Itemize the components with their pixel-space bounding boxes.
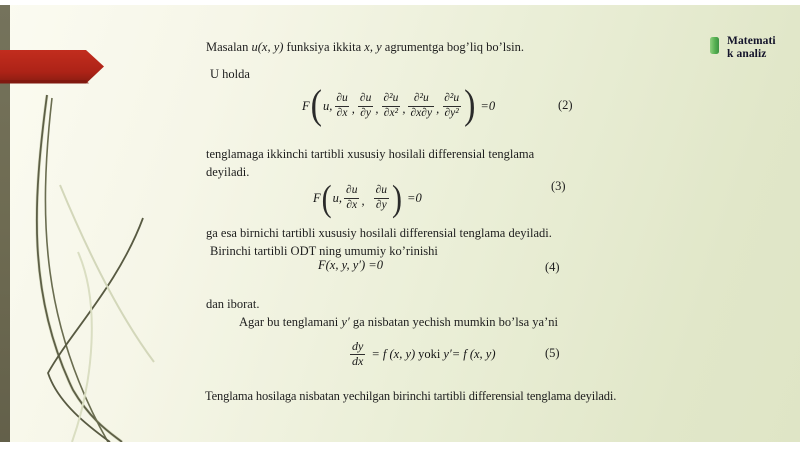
course-logo-text <box>727 35 776 60</box>
paragraph-first-order: ga esa birnichi tartibli xususiy hosilali differensial tenglama deyiladi. <box>206 226 552 240</box>
eq2-rhs: =0 <box>480 98 496 113</box>
agar-math-yprime: y′ <box>341 315 350 329</box>
intro-text-1: Masalan <box>206 40 249 54</box>
equation-5-label: (5) <box>545 346 560 360</box>
left-edge-stripe <box>0 5 10 442</box>
eq2-frac-3: $\frac{\text{∂²u}}{\text{∂x²}}$ <box>383 92 399 119</box>
paragraph-dan-iborat: dan iborat. <box>206 297 260 311</box>
intro-math-uxy: u(x, y) <box>251 40 284 54</box>
eq3-lparen: ( <box>321 177 332 219</box>
grass-decoration <box>0 90 170 442</box>
eq5-yoki: yoki <box>418 346 441 361</box>
agar-text-2: ga nisbatan yechish mumkin bo’lsa ya’ni <box>352 315 558 329</box>
logo-line1: Matemati <box>727 35 776 47</box>
paragraph-agar <box>239 313 679 331</box>
intro-text-2: funksiya ikkita <box>286 40 362 54</box>
course-logo <box>710 35 776 60</box>
paragraph-second-order: tenglamaga ikkinchi tartibli xususiy hosilali differensial tenglama deyiladi. <box>206 147 535 179</box>
paragraph-odt-general: Birinchi tartibli ODT ning umumiy ko’rinishi <box>210 244 438 258</box>
eq5-eq1: = f (x, y) <box>371 346 416 361</box>
eq3-rparen: ) <box>392 177 403 219</box>
paragraph-u-holda: U holda <box>210 67 250 81</box>
green-book-icon <box>710 37 719 54</box>
equation-3-label: (3) <box>551 179 566 193</box>
eq5-eq2: y′= f (x, y) <box>443 346 496 361</box>
agar-text-1: Agar bu tenglamani <box>239 315 339 329</box>
equation-3: F ( u, $\frac{\partial u}{\partial x}$ , $\frac{\partial u}{\partial y}$ ) =0 <box>313 177 422 219</box>
eq2-frac-2: $\frac{\partial u}{\partial y}$ <box>359 92 372 119</box>
red-arrow-decoration <box>0 45 110 90</box>
eq4-body: F(x, y, y′) =0 <box>318 258 383 272</box>
eq2-arg: u, <box>322 98 333 113</box>
eq3-frac-1: $\frac{\partial u}{\partial x}$ <box>346 184 358 211</box>
eq2-frac-1: $\frac{\partial u}{\partial x}$ <box>336 92 348 119</box>
intro-text-3: agrumentga bog’liq bo’lsin. <box>384 40 524 54</box>
logo-line2: k analiz <box>727 47 767 60</box>
eq5-frac: $\frac{dy}{dx}$ <box>352 338 364 368</box>
slide-background <box>0 5 800 442</box>
intro-math-xy: x, y <box>364 40 382 54</box>
equation-2: F ( u, $\frac{\partial u}{\partial x}$ , $\frac{\partial u}{\partial y}$ , $\frac{\text{∂²u}}{\text{∂x²}}$ , $\frac{\text{∂²u}}{\partial x\partial y}$ , $\frac{\text{∂²u}}{\text{∂y²}}$ ) =0 <box>302 82 496 128</box>
equation-5 <box>348 337 496 371</box>
eq2-rparen: ) <box>464 82 476 128</box>
eq2-frac-4: $\frac{\text{∂²u}}{\partial x\partial y}$ <box>410 92 433 119</box>
eq3-rhs: =0 <box>407 190 422 205</box>
equation-4 <box>318 258 383 273</box>
equation-2-label: (2) <box>558 98 573 112</box>
eq2-F: F <box>302 98 310 113</box>
eq3-F: F <box>313 190 321 205</box>
eq3-frac-2: $\frac{\partial u}{\partial y}$ <box>375 184 388 211</box>
equation-4-label: (4) <box>545 260 560 274</box>
paragraph-conclusion: Tenglama hosilaga nisbatan yechilgan birinchi tartibli differensial tenglama deyiladi. <box>205 389 617 403</box>
paragraph-intro <box>206 38 626 56</box>
eq3-arg: u, <box>332 190 343 205</box>
eq2-lparen: ( <box>310 82 322 128</box>
eq2-frac-5: $\frac{\text{∂²u}}{\text{∂y²}}$ <box>444 92 460 119</box>
